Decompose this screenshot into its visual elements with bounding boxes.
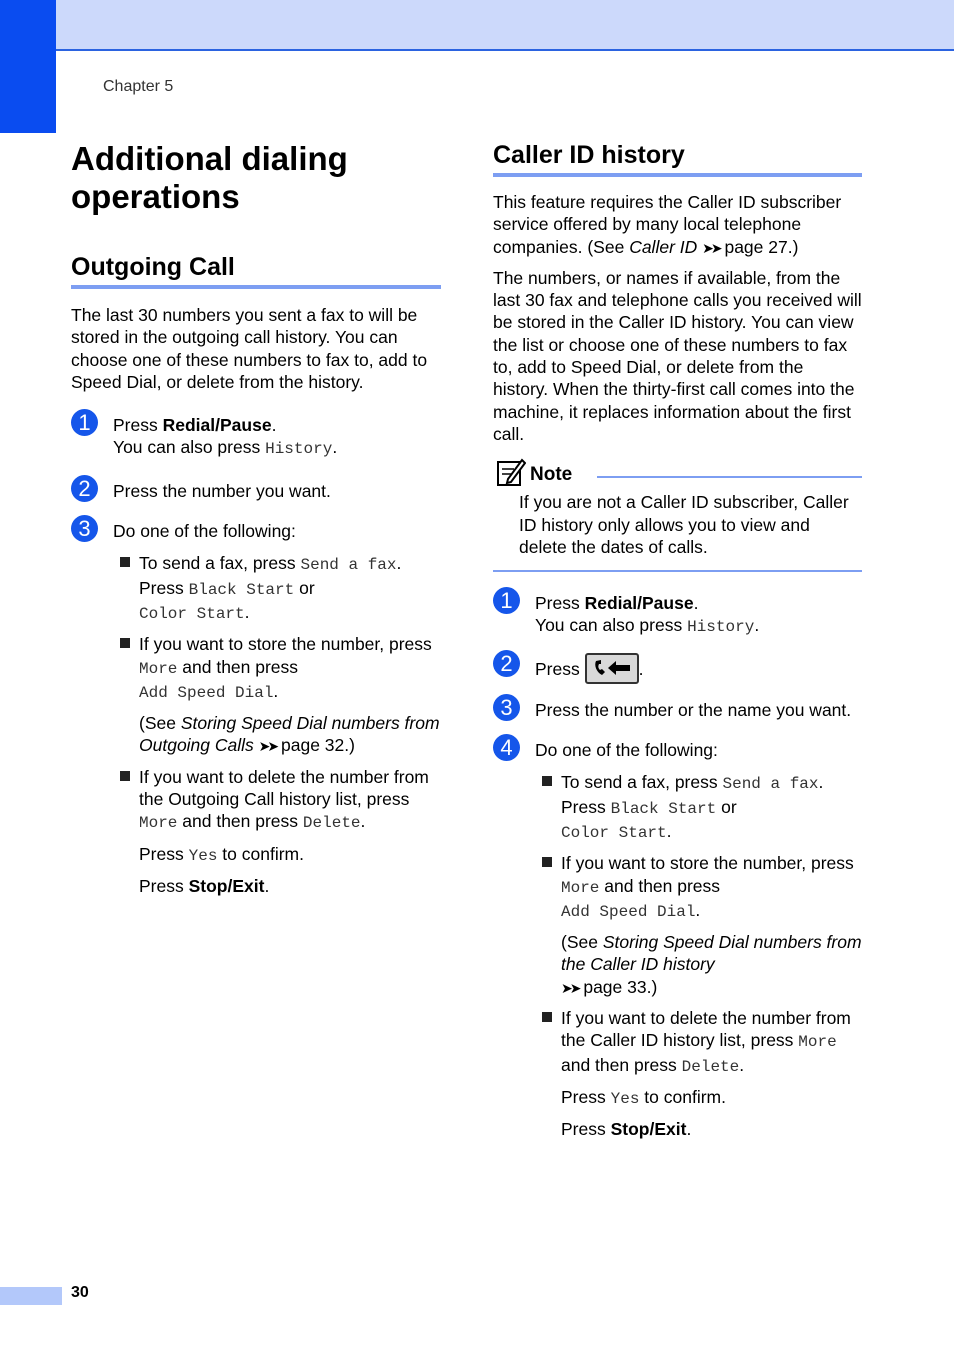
right-column xyxy=(493,140,862,1141)
page-number-bar xyxy=(0,1287,62,1305)
cross-reference: (See Storing Speed Dial numbers from the Caller ID history ➤➤ page 33.) xyxy=(561,932,862,997)
note-rule xyxy=(597,476,862,478)
header-band xyxy=(0,0,954,51)
step-number-icon: 2 xyxy=(493,650,520,677)
step-3: 3 Do one of the following: xyxy=(71,520,441,542)
double-arrow-icon: ➤➤ xyxy=(702,239,720,256)
bullet-delete-number: If you want to delete the number from the Caller ID history list, press More and then press Delete. xyxy=(535,1007,862,1078)
bullet-square-icon xyxy=(542,776,552,786)
chapter-tab xyxy=(0,0,56,133)
caller-id-description: The numbers, or names if available, from the last 30 fax and telephone calls you received will be stored in the Caller ID history. You can view the list or choose one of these numbers to fax to, add to Speed Dial, or delete from the history. When the thirty-first call comes into the machine, it replaces information about the first call. xyxy=(493,267,862,444)
section-title-caller-id: Caller ID history xyxy=(493,140,862,177)
bullet-square-icon xyxy=(120,638,130,648)
page-title: Additional dialing operations xyxy=(71,140,348,215)
bullet-square-icon xyxy=(542,1012,552,1022)
note-pencil-icon xyxy=(496,457,526,487)
confirm-instruction: Press Yes to confirm. xyxy=(139,843,304,865)
bullet-store-number: If you want to store the number, press More and then press Add Speed Dial. xyxy=(535,852,862,923)
note-title: Note xyxy=(530,464,573,486)
step-number-icon: 1 xyxy=(71,409,98,436)
note-body: If you are not a Caller ID subscriber, Caller ID history only allows you to view and delete the dates of calls. xyxy=(519,492,849,557)
bullet-send-fax: To send a fax, press Send a fax. Press Black Start or Color Start. xyxy=(113,552,441,625)
step-number-icon: 3 xyxy=(71,515,98,542)
page-number: 30 xyxy=(71,1284,89,1301)
bullet-delete-number: If you want to delete the number from the Outgoing Call history list, press More and then press Delete. xyxy=(113,766,441,835)
step-2: 2 Press . xyxy=(493,655,862,686)
step-2: 2 Press the number you want. xyxy=(71,480,441,502)
step-3: 3 Press the number or the name you want. xyxy=(493,699,862,721)
step-number-icon: 1 xyxy=(493,587,520,614)
stop-instruction: Press Stop/Exit. xyxy=(139,875,270,896)
cross-reference: (See Storing Speed Dial numbers from Outgoing Calls ➤➤ page 32.) xyxy=(139,713,440,756)
bullet-store-number: If you want to store the number, press More and then press Add Speed Dial. xyxy=(113,633,441,704)
left-column xyxy=(71,140,441,897)
step-number-icon: 2 xyxy=(71,475,98,502)
bullet-send-fax: To send a fax, press Send a fax. Press Black Start or Color Start. xyxy=(535,771,862,844)
section-title-outgoing-call: Outgoing Call xyxy=(71,252,441,289)
caller-id-intro: This feature requires the Caller ID subscriber service offered by many local telephone companies. (See Caller ID ➤➤ page 27.) xyxy=(493,192,842,257)
bullet-square-icon xyxy=(542,857,552,867)
note-box xyxy=(493,461,862,572)
step-1: 1 Press Redial/Pause. You can also press History. xyxy=(493,592,862,639)
step-4: 4 Do one of the following: xyxy=(493,739,862,761)
step-number-icon: 3 xyxy=(493,694,520,721)
step-number-icon: 4 xyxy=(493,734,520,761)
phone-hook-arrow-icon xyxy=(585,653,639,684)
step-1: 1 Press Redial/Pause. You can also press History. xyxy=(71,414,441,461)
double-arrow-icon: ➤➤ xyxy=(561,979,579,996)
chapter-label: Chapter 5 xyxy=(103,78,174,95)
double-arrow-icon: ➤➤ xyxy=(258,738,277,755)
stop-instruction: Press Stop/Exit. xyxy=(561,1119,692,1140)
intro-paragraph: The last 30 numbers you sent a fax to will be stored in the outgoing call history. You can choose one of these numbers to fax to, add to Speed Dial, or delete from the history. xyxy=(71,305,428,392)
bullet-square-icon xyxy=(120,771,130,781)
confirm-instruction: Press Yes to confirm. xyxy=(561,1086,726,1108)
bullet-square-icon xyxy=(120,557,130,567)
